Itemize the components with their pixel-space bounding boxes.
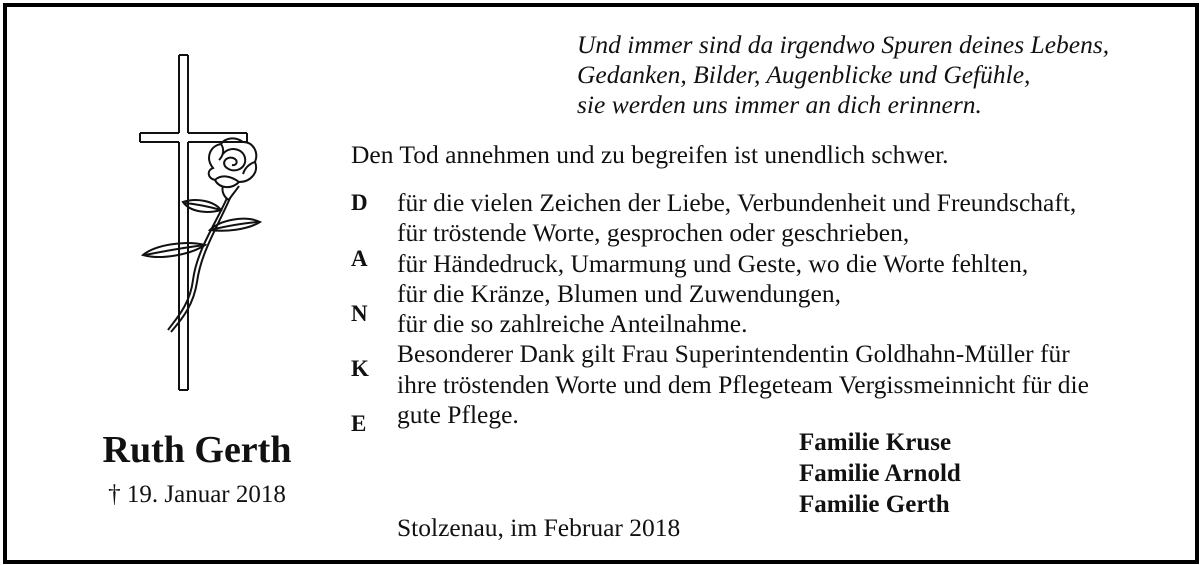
- poem-line: Gedanken, Bilder, Augenblicke und Gefühle,: [577, 60, 1031, 89]
- danke-letter: N: [351, 301, 368, 326]
- signer-name: Familie Arnold: [799, 460, 961, 487]
- danke-letter: D: [351, 190, 368, 215]
- thanks-line: gute Pflege.: [397, 400, 519, 430]
- signer-name: Familie Gerth: [799, 491, 950, 518]
- memorial-poem: [577, 30, 1109, 120]
- death-date: † 19. Januar 2018: [108, 481, 286, 508]
- poem-line: Und immer sind da irgendwo Spuren deines Lebens,: [577, 30, 1110, 59]
- thanks-line: Besonderer Dank gilt Frau Superintendentin Goldhahn-Müller für: [397, 339, 1070, 369]
- danke-letter: A: [351, 246, 368, 271]
- danke-letter: K: [351, 356, 369, 381]
- signers: [799, 427, 961, 520]
- deceased-name: Ruth Gerth: [102, 429, 292, 471]
- thanks-line: für Händedruck, Umarmung und Geste, wo die Worte fehlten,: [397, 248, 1029, 278]
- signer-name: Familie Kruse: [799, 429, 952, 456]
- thanks-list: [397, 188, 1089, 430]
- poem-line: sie werden uns immer an dich erinnern.: [577, 90, 982, 119]
- place-and-date: Stolzenau, im Februar 2018: [397, 513, 681, 542]
- thanks-line: für tröstende Worte, gesprochen oder geschrieben,: [397, 218, 910, 248]
- danke-letter: E: [351, 411, 367, 436]
- thanks-line: für die so zahlreiche Anteilnahme.: [397, 309, 748, 339]
- thanks-line: für die vielen Zeichen der Liebe, Verbundenheit und Freundschaft,: [397, 188, 1077, 217]
- intro-text: Den Tod annehmen und zu begreifen ist unendlich schwer.: [351, 140, 949, 169]
- thanks-line: ihre tröstenden Worte und dem Pflegeteam Vergissmeinnicht für die: [397, 369, 1089, 399]
- thanks-line: für die Kränze, Blumen und Zuwendungen,: [397, 278, 841, 308]
- cross-with-rose-icon: [135, 50, 265, 400]
